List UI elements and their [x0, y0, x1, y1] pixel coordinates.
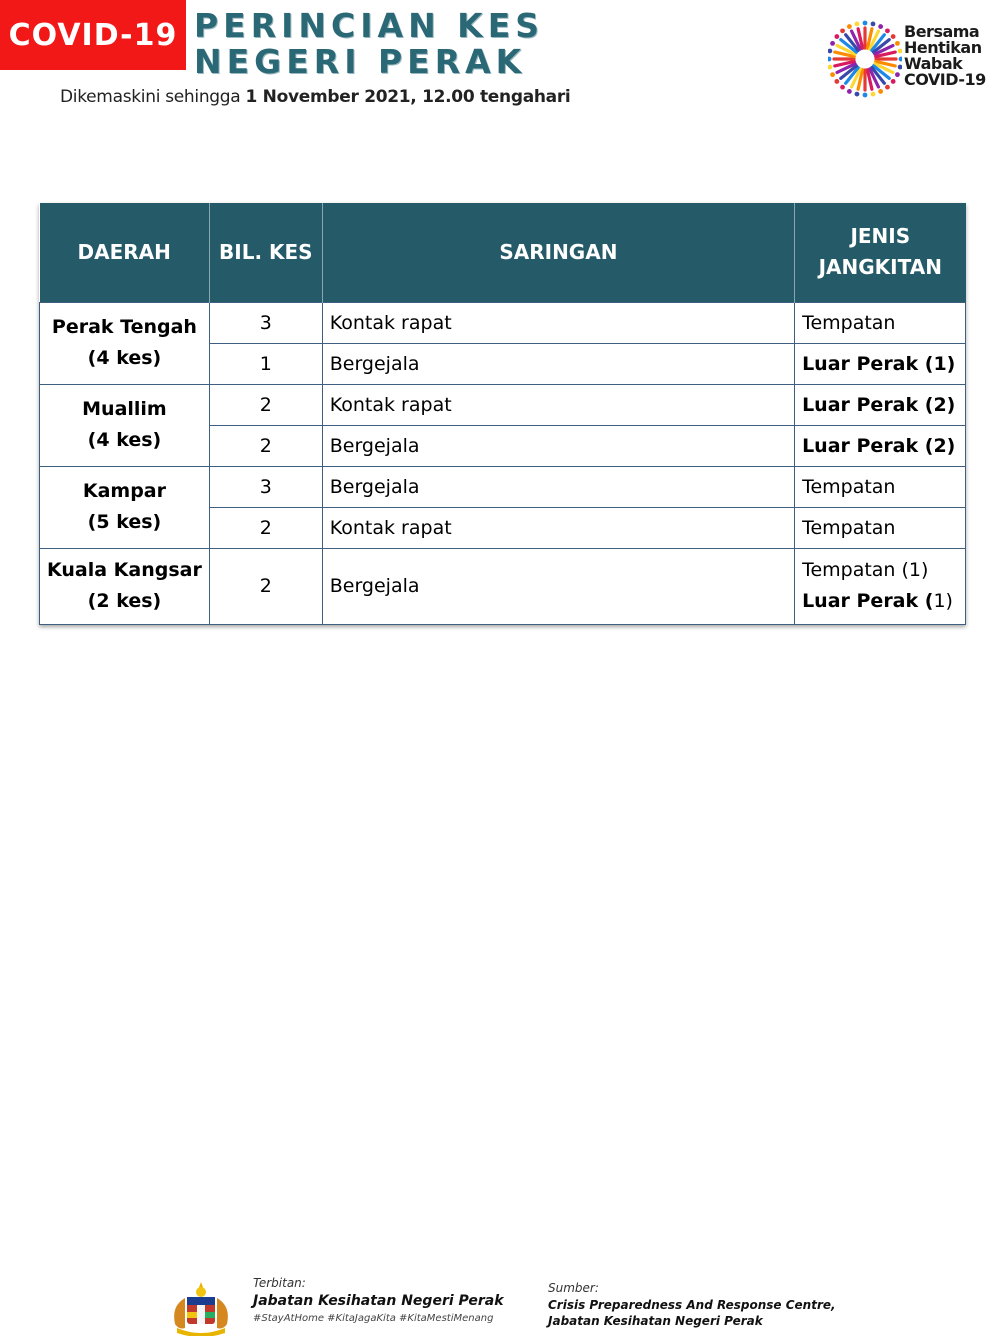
infection-type-local: Tempatan (1) [802, 559, 929, 581]
infection-type: Luar Perak (2) [795, 384, 966, 425]
source-label: Sumber: [548, 1281, 599, 1295]
header-daerah: DAERAH [40, 203, 210, 302]
publisher-block [253, 1276, 504, 1324]
case-count: 3 [209, 466, 322, 507]
malaysia-coat-of-arms-icon [163, 1280, 239, 1336]
infection-type [795, 548, 966, 624]
infection-type-import [802, 586, 958, 617]
screening-type: Kontak rapat [322, 384, 794, 425]
case-count: 2 [209, 425, 322, 466]
covid-badge: COVID-19 [0, 0, 186, 70]
title-line-2: NEGERI PERAK [194, 42, 527, 81]
case-count: 2 [209, 384, 322, 425]
header-jangkitan: JANGKITAN [818, 255, 942, 280]
campaign-line-2: Hentikan [904, 38, 982, 57]
screening-type: Kontak rapat [322, 302, 794, 343]
infection-type: Tempatan [795, 466, 966, 507]
screening-type: Bergejala [322, 548, 794, 624]
source-line-1: Crisis Preparedness And Response Centre, [548, 1298, 836, 1312]
screening-type: Bergejala [322, 425, 794, 466]
header-jenis-jangkitan [795, 203, 966, 302]
header-jenis: JENIS [850, 224, 911, 249]
source-block [548, 1281, 836, 1329]
campaign-text [904, 24, 986, 88]
table-header-row [40, 203, 966, 302]
screening-type: Bergejala [322, 343, 794, 384]
import-prefix: Luar Perak ( [802, 590, 934, 612]
case-count: 3 [209, 302, 322, 343]
district-total: (5 kes) [87, 511, 162, 533]
updated-date: 1 November 2021, 12.00 tengahari [245, 87, 571, 107]
infection-type: Luar Perak (1) [795, 343, 966, 384]
table-row [40, 302, 966, 343]
district-cell [40, 384, 210, 466]
case-table [39, 203, 966, 625]
screening-type: Bergejala [322, 466, 794, 507]
publisher-label: Terbitan: [253, 1276, 306, 1290]
district-cell [40, 466, 210, 548]
case-count: 1 [209, 343, 322, 384]
import-suffix: 1) [933, 590, 953, 612]
table-row [40, 548, 966, 624]
hashtags: #StayAtHome #KitaJagaKita #KitaMestiMenang [253, 1313, 494, 1324]
title-line-1: PERINCIAN KES [194, 6, 545, 45]
sunburst-logo-icon [828, 18, 902, 100]
updated-note [60, 87, 570, 107]
coat-of-arms [163, 1280, 239, 1336]
screening-type: Kontak rapat [322, 507, 794, 548]
district-total: (2 kes) [87, 590, 162, 612]
campaign-line-4: COVID-19 [904, 70, 986, 89]
header-saringan: SARINGAN [322, 203, 794, 302]
district-cell [40, 302, 210, 384]
infection-type: Tempatan [795, 507, 966, 548]
publisher-name: Jabatan Kesihatan Negeri Perak [253, 1293, 504, 1309]
campaign-logo [828, 18, 1000, 100]
district-cell [40, 548, 210, 624]
table-row [40, 466, 966, 507]
district-total: (4 kes) [87, 429, 162, 451]
infection-type: Luar Perak (2) [795, 425, 966, 466]
district-total: (4 kes) [87, 347, 162, 369]
source-line-2: Jabatan Kesihatan Negeri Perak [548, 1314, 763, 1328]
case-count: 2 [209, 507, 322, 548]
campaign-line-3: Wabak [904, 54, 963, 73]
case-count: 2 [209, 548, 322, 624]
infection-type: Tempatan [795, 302, 966, 343]
district-name: Perak Tengah [51, 316, 197, 338]
updated-prefix: Dikemaskini sehingga [60, 87, 246, 107]
campaign-line-1: Bersama [904, 22, 980, 41]
table-row [40, 384, 966, 425]
district-name: Muallim [82, 398, 167, 420]
district-name: Kuala Kangsar [47, 559, 202, 581]
district-name: Kampar [82, 480, 166, 502]
page-title [194, 8, 544, 80]
header-bil-kes: BIL. KES [209, 203, 322, 302]
